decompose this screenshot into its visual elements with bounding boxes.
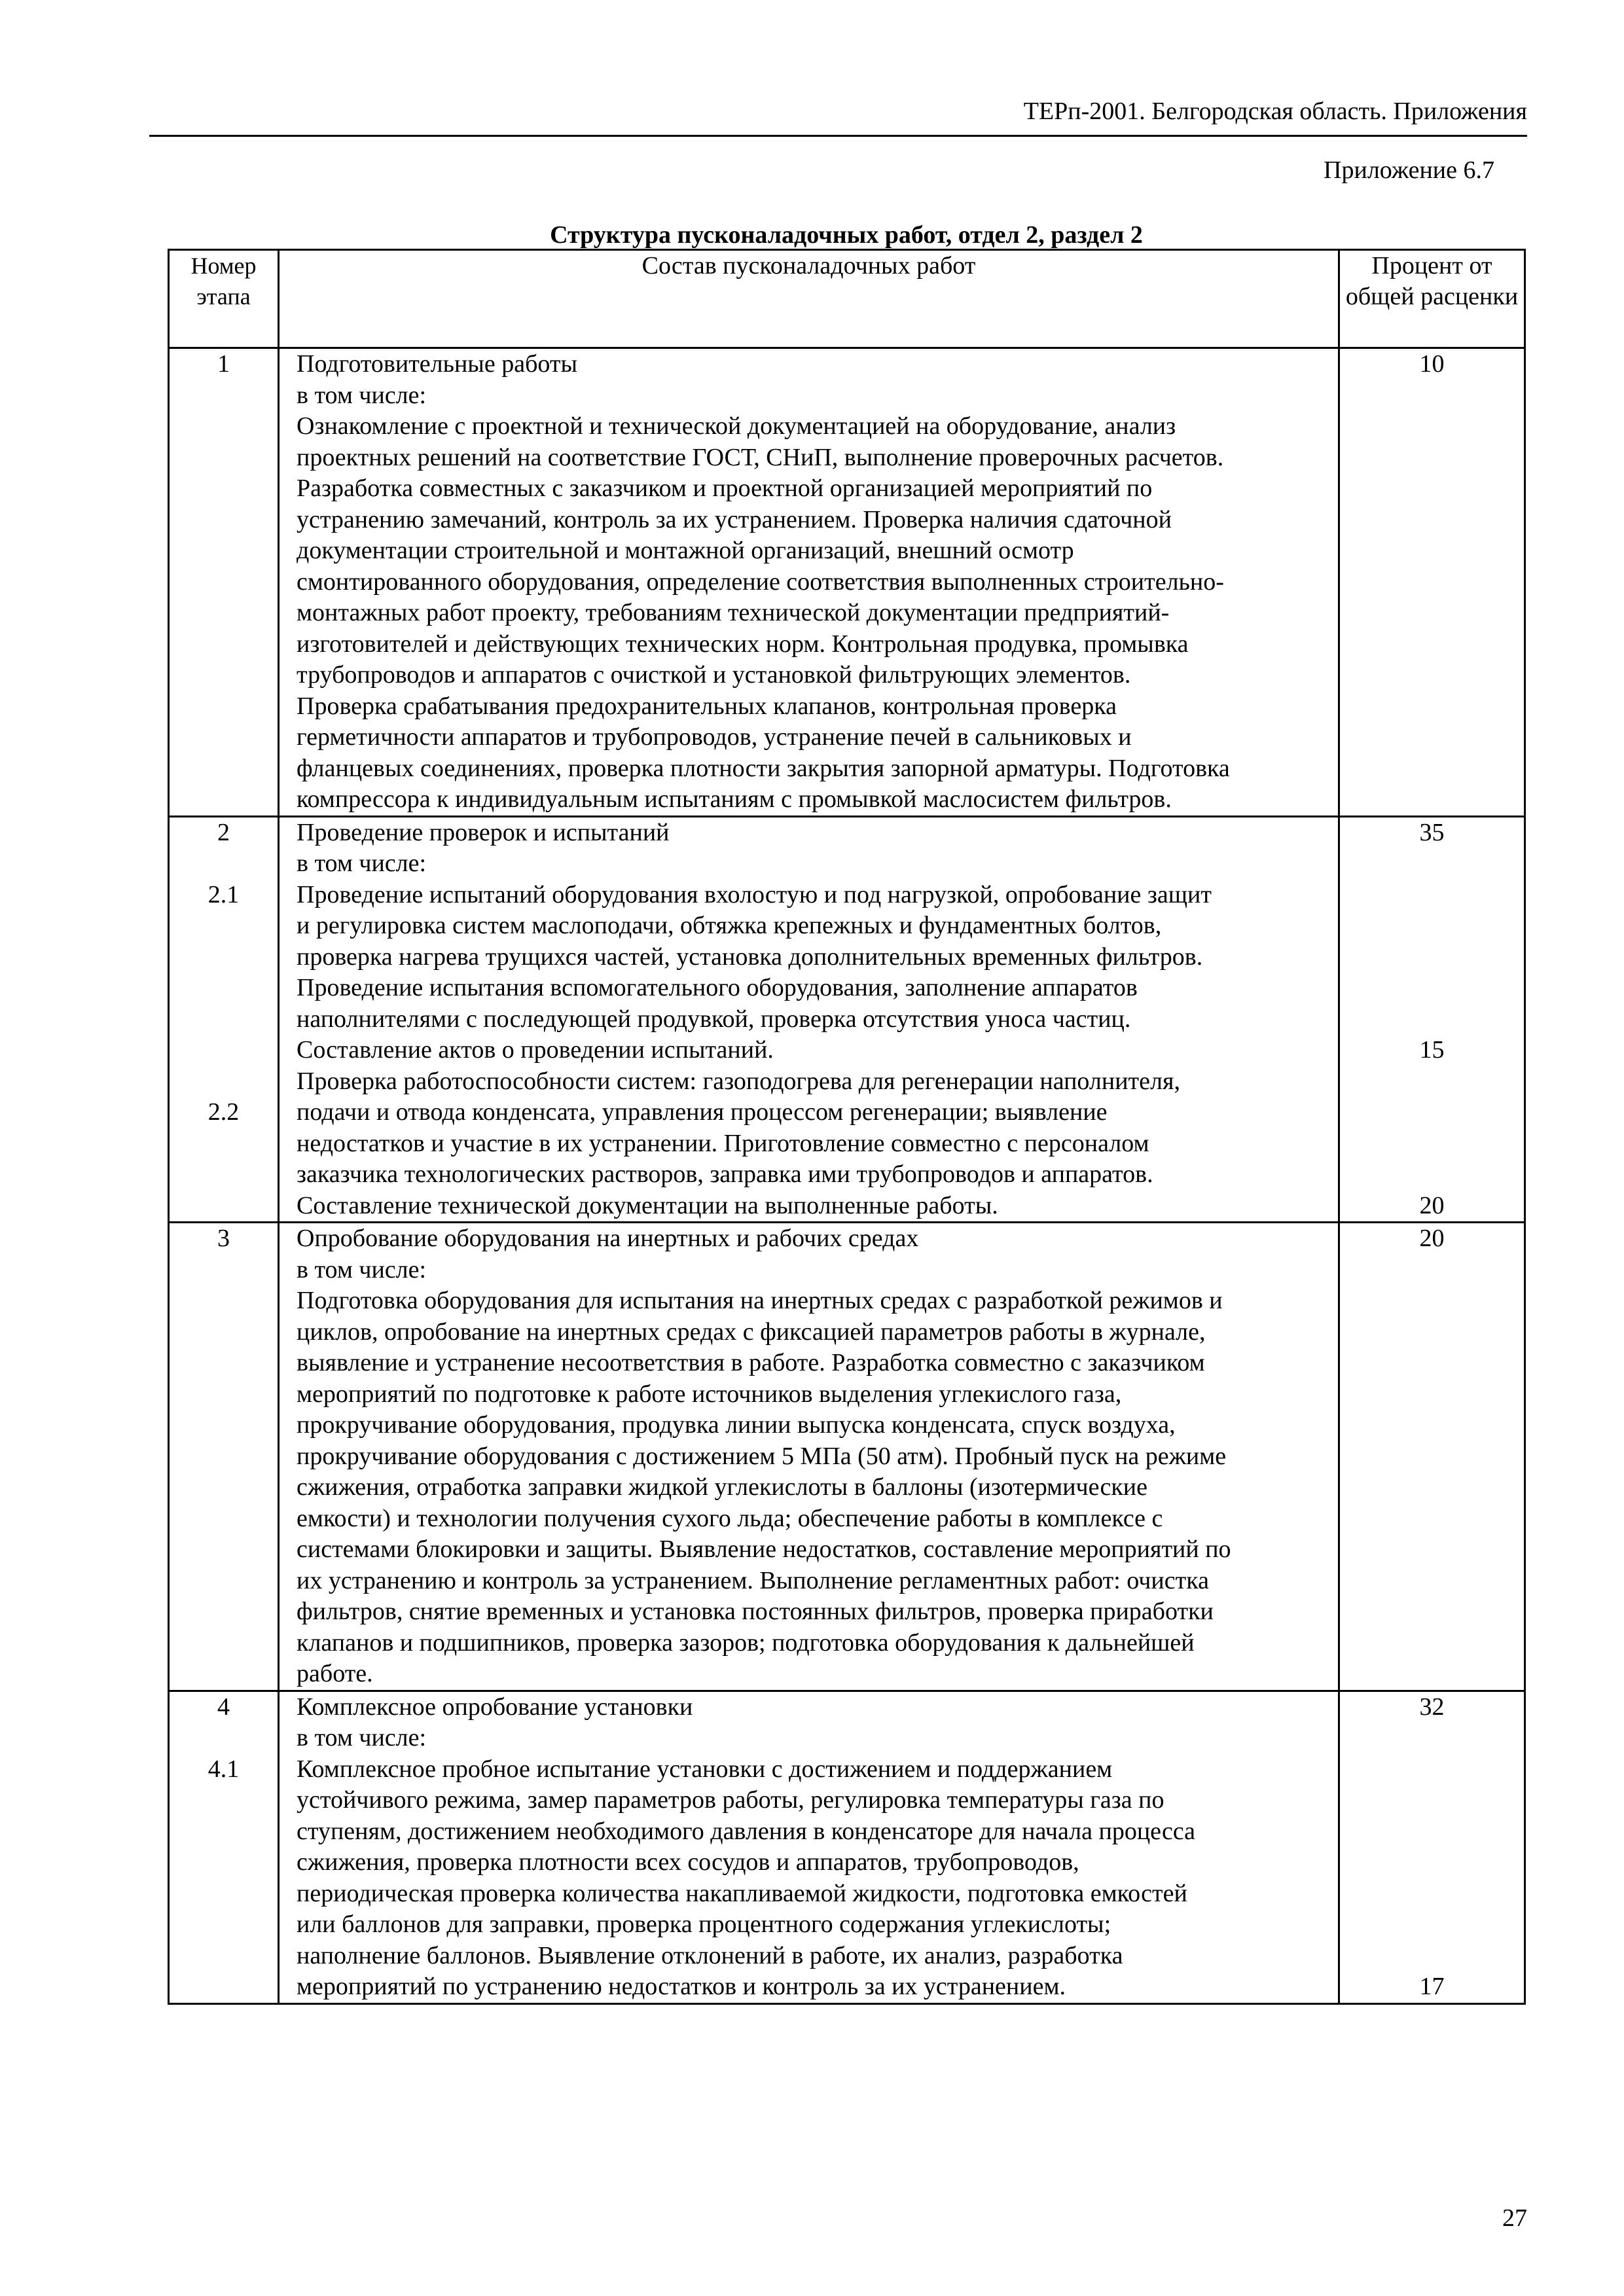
percent-value xyxy=(1340,1847,1524,1878)
stage-number-cell xyxy=(169,816,279,1223)
percent-value xyxy=(1340,1723,1524,1754)
percent-value: 17 xyxy=(1419,1973,1445,2000)
description-line: Разработка совместных с заказчиком и проектной организацией мероприятий по xyxy=(297,475,1153,502)
percent-value xyxy=(1340,1816,1524,1848)
work-description-cell xyxy=(279,1223,1339,1691)
description-line: проектных решений на соответствие ГОСТ, СНиП, выполнение проверочных расчетов. xyxy=(297,443,1224,471)
percent-value xyxy=(1340,1785,1524,1816)
description-line: работе. xyxy=(297,1660,373,1687)
description-line: трубопроводов и аппаратов с очисткой и установкой фильтрующих элементов. xyxy=(297,661,1131,689)
percent-value xyxy=(1340,1909,1524,1941)
stage-number-cell xyxy=(169,1691,279,2003)
description-line: в том числе: xyxy=(297,1724,427,1751)
description-line: заказчика технологических растворов, заправка ими трубопроводов и аппаратов. xyxy=(297,1160,1153,1188)
percent-value xyxy=(1340,1004,1524,1035)
table-row xyxy=(169,1691,1525,2003)
description-line: Подготовительные работы xyxy=(297,350,578,378)
description-line: смонтированного оборудования, определение соответствия выполненных строительно- xyxy=(297,567,1224,596)
header-stage-number: Номер этапа xyxy=(169,250,279,348)
description-line: Проверка срабатывания предохранительных клапанов, контрольная проверка xyxy=(297,692,1117,720)
table-row xyxy=(169,1223,1525,1691)
percent-value xyxy=(1340,942,1524,973)
table-body xyxy=(169,348,1525,2004)
percent-value xyxy=(1340,1159,1524,1191)
description-line: выявление и устранение несоответствия в работе. Разработка совместно с заказчиком xyxy=(297,1349,1205,1376)
description-line: фильтров, снятие временных и установка постоянных фильтров, проверка приработки xyxy=(297,1598,1214,1625)
running-title: ТЕРп-2001. Белгородская область. Приложения xyxy=(1023,98,1527,125)
description-line: системами блокировки и защиты. Выявление недостатков, составление мероприятий по xyxy=(297,1535,1231,1563)
description-line: мероприятий по подготовке к работе источников выделения углекислого газа, xyxy=(297,1380,1122,1408)
description-line: Проверка работоспособности систем: газоподогрева для регенерации наполнителя, xyxy=(297,1067,1180,1095)
description-line: Проведение проверок и испытаний xyxy=(297,818,670,846)
description-line: в том числе: xyxy=(297,850,427,877)
percent-value xyxy=(1340,1878,1524,1910)
description-line: периодическая проверка количества накапливаемой жидкости, подготовка емкостей xyxy=(297,1879,1187,1907)
stage-number xyxy=(170,1035,278,1066)
page-number: 27 xyxy=(1502,2204,1527,2232)
stage-number xyxy=(170,1004,278,1035)
description-line: Комплексное опробование установки xyxy=(297,1693,693,1721)
percent-cell xyxy=(1339,1691,1525,2003)
stage-number: 2 xyxy=(217,818,230,846)
description-line: фланцевых соединениях, проверка плотности закрытия запорной арматуры. Подготовка xyxy=(297,754,1230,782)
description-line: устойчивого режима, замер параметров работы, регулировка температуры газа по xyxy=(297,1786,1164,1814)
description-line: документации строительной и монтажной организаций, внешний осмотр xyxy=(297,537,1074,564)
description-line: Проведение испытаний оборудования вхолостую и под нагрузкой, опробование защит xyxy=(297,880,1212,908)
stage-number xyxy=(170,380,278,412)
stage-number: 4 xyxy=(217,1693,230,1721)
stage-number: 4.1 xyxy=(208,1755,240,1783)
work-description-cell xyxy=(279,348,1339,817)
stage-number xyxy=(170,942,278,973)
stage-number: 3 xyxy=(217,1225,230,1252)
percent-value: 15 xyxy=(1419,1036,1445,1064)
header-percent: Процент от общей расценки xyxy=(1339,250,1525,348)
description-line: или баллонов для заправки, проверка процентного содержания углекислоты; xyxy=(297,1910,1111,1938)
percent-value xyxy=(1340,973,1524,1004)
description-line: изготовителей и действующих технических норм. Контрольная продувка, промывка xyxy=(297,630,1189,658)
stage-number: 1 xyxy=(217,350,230,378)
stage-number xyxy=(170,411,278,442)
percent-value: 20 xyxy=(1419,1191,1445,1219)
table-row xyxy=(169,816,1525,1223)
percent-value: 35 xyxy=(1419,818,1445,846)
description-line: монтажных работ проекту, требованиям технической документации предприятий- xyxy=(297,599,1170,626)
description-line: наполнителями с последующей продувкой, проверка отсутствия уноса частиц. xyxy=(297,1005,1131,1033)
percent-value: 10 xyxy=(1419,350,1445,378)
description-line: герметичности аппаратов и трубопроводов, устранение печей в сальниковых и xyxy=(297,723,1132,751)
description-line: сжижения, проверка плотности всех сосудов и аппаратов, трубопроводов, xyxy=(297,1848,1079,1876)
description-line: и регулировка систем маслоподачи, обтяжка крепежных и фундаментных болтов, xyxy=(297,912,1162,939)
percent-value xyxy=(1340,1066,1524,1098)
table-row xyxy=(169,348,1525,817)
description-line: в том числе: xyxy=(297,1255,427,1283)
stage-number: 2.2 xyxy=(208,1098,240,1126)
stage-number: 2.1 xyxy=(208,880,240,908)
stage-number xyxy=(170,973,278,1004)
description-line: Ознакомление с проектной и технической документацией на оборудование, анализ xyxy=(297,412,1176,440)
description-line: Составление актов о проведении испытаний. xyxy=(297,1036,774,1064)
stage-number xyxy=(170,1723,278,1754)
percent-cell xyxy=(1339,1223,1525,1691)
stage-number-cell xyxy=(169,1223,279,1691)
work-description-cell xyxy=(279,1691,1339,2003)
description-line: Подготовка оборудования для испытания на инертных средах с разработкой режимов и xyxy=(297,1287,1223,1314)
description-line: прокручивание оборудования с достижением 5 МПа (50 атм). Пробный пуск на режиме xyxy=(297,1442,1227,1470)
stage-number xyxy=(170,1066,278,1098)
description-line: емкости) и технологии получения сухого льда; обеспечение работы в комплексе с xyxy=(297,1504,1163,1532)
description-line: недостатков и участие в их устранении. Приготовление совместно с персоналом xyxy=(297,1129,1149,1157)
percent-value: 20 xyxy=(1419,1225,1445,1252)
description-line: Комплексное пробное испытание установки с достижением и поддержанием xyxy=(297,1755,1113,1783)
description-line: Проведение испытания вспомогательного оборудования, заполнение аппаратов xyxy=(297,974,1138,1001)
works-structure-table xyxy=(168,249,1526,2005)
percent-value xyxy=(1340,848,1524,880)
percent-value xyxy=(1340,1128,1524,1160)
percent-cell xyxy=(1339,816,1525,1223)
description-line: наполнение баллонов. Выявление отклонений в работе, их анализ, разработка xyxy=(297,1941,1123,1969)
description-line: мероприятий по устранению недостатков и контроль за их устранением. xyxy=(297,1973,1066,2000)
percent-value: 32 xyxy=(1419,1693,1445,1721)
table-header-row xyxy=(169,250,1525,348)
appendix-label: Приложение 6.7 xyxy=(1324,156,1494,184)
percent-value xyxy=(1340,1941,1524,1972)
stage-number xyxy=(170,848,278,880)
percent-value xyxy=(1340,910,1524,942)
work-description-cell xyxy=(279,816,1339,1223)
description-line: подачи и отвода конденсата, управления процессом регенерации; выявление xyxy=(297,1098,1108,1126)
description-line: проверка нагрева трущихся частей, установка дополнительных временных фильтров. xyxy=(297,942,1203,971)
percent-value xyxy=(1340,1754,1524,1785)
description-line: Опробование оборудования на инертных и рабочих средах xyxy=(297,1225,919,1252)
description-line: компрессора к индивидуальным испытаниям с промывкой маслосистем фильтров. xyxy=(297,785,1172,813)
description-line: устранению замечаний, контроль за их устранением. Проверка наличия сдаточной xyxy=(297,505,1172,533)
running-header xyxy=(149,98,1527,137)
document-title: Структура пусконаладочных работ, отдел 2, раздел 2 xyxy=(550,221,1143,249)
header-composition: Состав пусконаладочных работ xyxy=(279,250,1339,348)
description-line: прокручивание оборудования, продувка линии выпуска конденсата, спуск воздуха, xyxy=(297,1411,1176,1439)
description-line: сжижения, отработка заправки жидкой углекислоты в баллоны (изотермические xyxy=(297,1473,1147,1501)
percent-cell xyxy=(1339,348,1525,817)
description-line: циклов, опробование на инертных средах с фиксацией параметров работы в журнале, xyxy=(297,1318,1206,1346)
description-line: ступеням, достижением необходимого давления в конденсаторе для начала процесса xyxy=(297,1817,1196,1845)
description-line: их устранению и контроль за устранением. Выполнение регламентных работ: очистка xyxy=(297,1566,1209,1594)
description-line: клапанов и подшипников, проверка зазоров; подготовка оборудования к дальнейшей xyxy=(297,1628,1195,1657)
description-line: в том числе: xyxy=(297,381,427,409)
percent-value xyxy=(1340,1097,1524,1128)
stage-number-cell xyxy=(169,348,279,817)
percent-value xyxy=(1340,880,1524,911)
stage-number xyxy=(170,910,278,942)
description-line: Составление технической документации на выполненные работы. xyxy=(297,1191,998,1219)
